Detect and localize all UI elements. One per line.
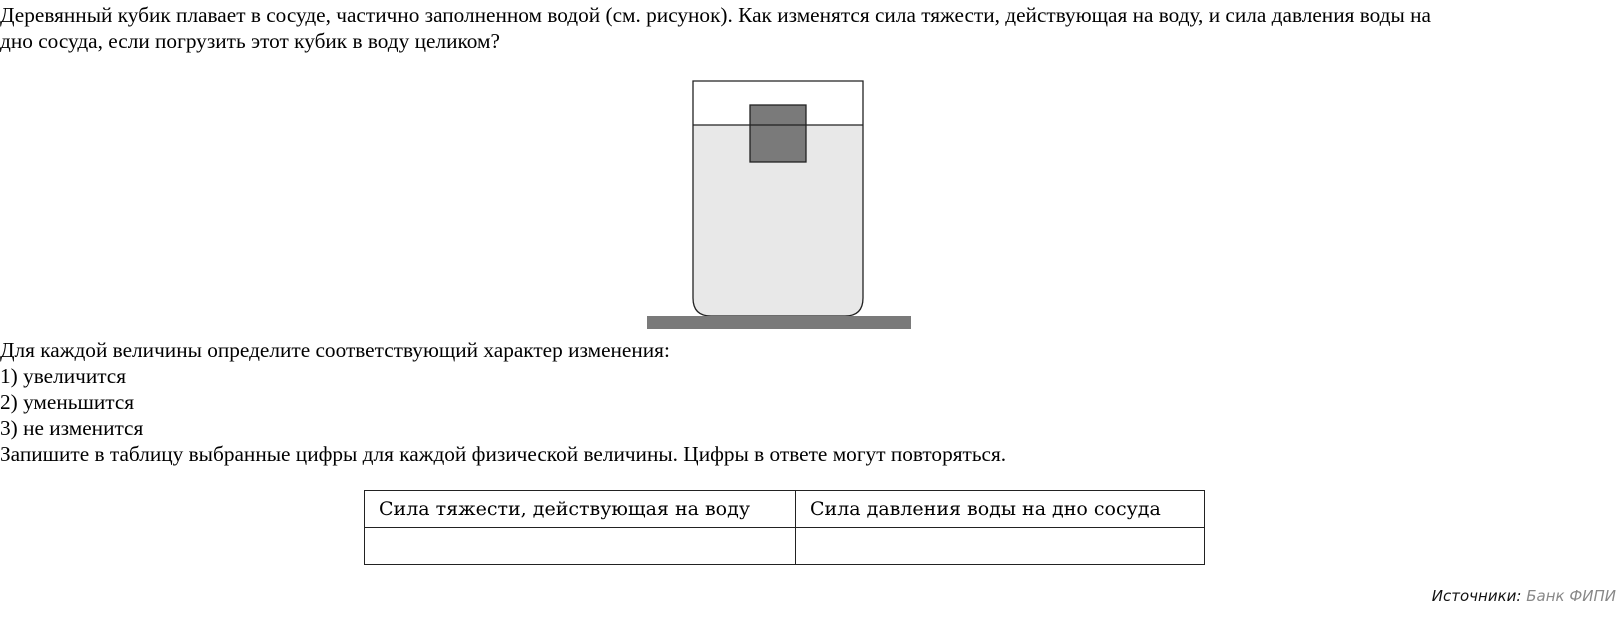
- header-gravity-force: Сила тяжести, действующая на воду: [365, 491, 796, 528]
- header-pressure-force: Сила давления воды на дно сосуда: [796, 491, 1205, 528]
- question-text-line-1: Деревянный кубик плавает в сосуде, частично заполненном водой (см. рисунок). Как изменятся сила тяжести, действующая на воду, и сила давления воды на: [0, 3, 1431, 27]
- instructions-note: Запишите в таблицу выбранные цифры для каждой физической величины. Цифры в ответе могут повторяться.: [0, 442, 1007, 466]
- vessel-figure: [640, 70, 920, 335]
- table-surface: [647, 316, 911, 329]
- answer-table-input-row: [365, 528, 1205, 565]
- option-2: 2) уменьшится: [0, 390, 135, 414]
- option-1: 1) увеличится: [0, 364, 127, 388]
- wooden-cube: [750, 105, 806, 162]
- option-3: 3) не изменится: [0, 416, 144, 440]
- instructions-intro: Для каждой величины определите соответствующий характер изменения:: [0, 338, 670, 362]
- answer-cell-pressure-force[interactable]: [796, 528, 1205, 565]
- source-label: Источники:: [1431, 587, 1522, 605]
- answer-cell-gravity-force[interactable]: [365, 528, 796, 565]
- source-line: [1432, 587, 1616, 605]
- answer-table-header-row: [365, 491, 1205, 528]
- answer-table: [364, 490, 1205, 565]
- question-text-line-2: дно сосуда, если погрузить этот кубик в воду целиком?: [0, 29, 500, 53]
- source-link[interactable]: Банк ФИПИ: [1526, 587, 1616, 605]
